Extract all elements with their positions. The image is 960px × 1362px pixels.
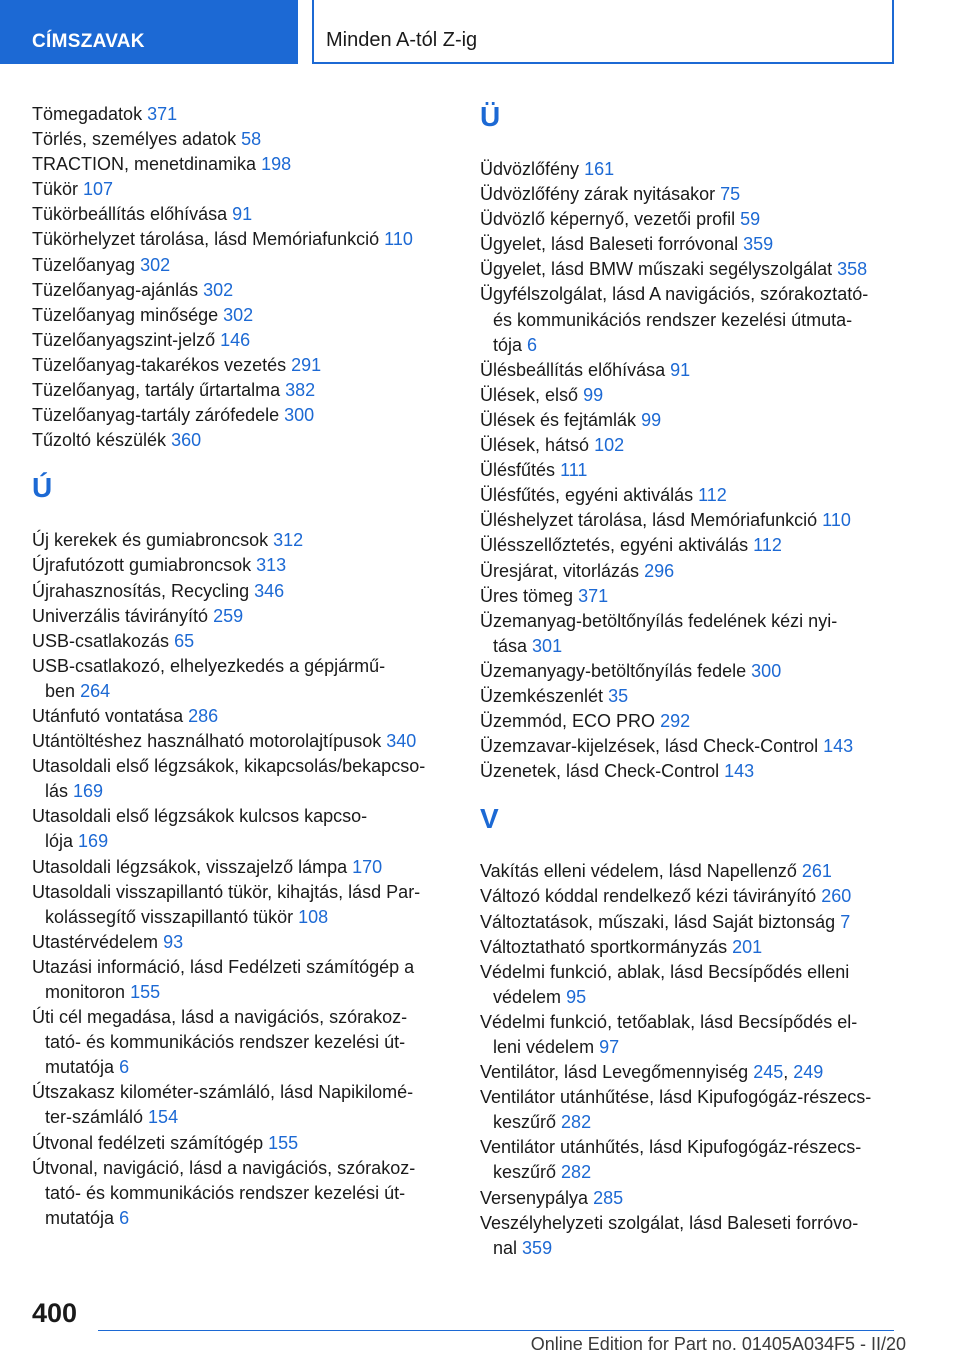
page-reference-link[interactable]: 286: [188, 705, 219, 726]
page-reference-link[interactable]: 65: [174, 630, 195, 651]
index-entry-text: Veszélyhelyzeti szolgálat, lásd Baleseti forróvo-: [480, 1212, 859, 1233]
index-entry: [480, 282, 900, 357]
index-entry-text: Tüzelőanyag-tartály zárófedele: [32, 405, 280, 426]
index-entry: Ventilátor, lásd Levegőmennyiség 245, 249: [480, 1062, 824, 1083]
index-entry-text: Változtatások, műszaki, lásd Saját biztonság: [480, 911, 836, 932]
page-number: 400: [32, 1298, 78, 1328]
page-reference-link[interactable]: 260: [821, 886, 852, 907]
index-entry: [32, 152, 442, 177]
index-entry-text: Versenypálya: [480, 1187, 589, 1208]
index-entry-text: Ülésszellőztetés, egyéni aktiválás: [480, 535, 749, 556]
index-entry: [32, 1156, 442, 1231]
index-entry-text: Tüzelőanyag: [32, 254, 136, 275]
edition-footer: [312, 1334, 906, 1355]
index-entry-text: Ülésfűtés: [480, 460, 556, 481]
page-title: Minden A-tól Z-ig: [326, 29, 478, 51]
page-reference-link[interactable]: 111: [560, 460, 588, 481]
page-reference-link[interactable]: 108: [298, 906, 329, 927]
index-entry: [480, 759, 900, 784]
page-reference-link[interactable]: 99: [641, 409, 662, 430]
page-reference-link[interactable]: 35: [608, 685, 629, 706]
index-entry-text: Üzenetek, lásd Check-Control: [480, 761, 720, 782]
index-entry-text: Tüzelőanyag minősége: [32, 304, 219, 325]
edition-text: Online Edition for Part no. 01405A034F5 - II/20: [530, 1334, 906, 1354]
index-entry-text: Ventilátor, lásd Levegőmennyiség: [480, 1062, 749, 1083]
index-entry: [480, 659, 900, 684]
index-entry-text: Üres tömeg: [480, 585, 574, 606]
page-reference-link[interactable]: 91: [232, 204, 253, 225]
page-reference-link[interactable]: 6: [527, 334, 538, 355]
index-entry: [480, 232, 900, 257]
index-entry: [32, 227, 442, 252]
page-reference-link[interactable]: 6: [119, 1207, 130, 1228]
page-reference-link[interactable]: 312: [273, 530, 304, 551]
index-entry-text: Változtatható sportkormányzás: [480, 936, 728, 957]
page-reference-link[interactable]: 340: [386, 731, 417, 752]
index-entry: [32, 403, 442, 428]
page-reference-link[interactable]: 146: [220, 329, 251, 350]
index-entry-text: USB-csatlakozás: [32, 630, 170, 651]
page-reference-link[interactable]: 249: [793, 1062, 824, 1083]
page-reference-link[interactable]: 296: [644, 560, 675, 581]
index-entry: [480, 1085, 900, 1135]
index-entry-text: Ügyfélszolgálat, lásd A navigációs, szórakoztató-: [480, 284, 869, 305]
index-entry: [32, 202, 442, 227]
page-reference-link[interactable]: 198: [261, 154, 292, 175]
index-entry: [32, 754, 442, 804]
page-reference-link[interactable]: 292: [660, 711, 691, 732]
index-entry: [32, 278, 442, 303]
index-entry: [32, 102, 442, 127]
index-entry-text: tató- és kommunikációs rendszer kezelési út-: [45, 1032, 406, 1053]
index-entry-text: USB-csatlakozó, elhelyezkedés a gépjármű-: [32, 655, 386, 676]
page-reference-link[interactable]: 112: [753, 535, 782, 556]
page-reference-link[interactable]: 371: [147, 104, 178, 124]
index-entry-text: Ülésbeállítás előhívása: [480, 359, 666, 380]
index-entry-text: leni védelem: [493, 1037, 595, 1057]
index-entry-text: Új kerekek és gumiabroncsok: [32, 530, 269, 551]
index-entry: [480, 358, 900, 383]
index-entry-text: Utánfutó vontatása: [32, 705, 184, 726]
index-entry: [480, 207, 900, 232]
index-letter-heading: Ú: [32, 472, 53, 504]
page-reference-link[interactable]: 358: [837, 259, 868, 280]
index-entry: [480, 960, 900, 1010]
index-entry: [480, 458, 900, 483]
page-reference-link[interactable]: 143: [823, 736, 854, 757]
index-entry-text: Tüzelőanyag-takarékos vezetés: [32, 354, 287, 375]
page-reference-link[interactable]: 300: [284, 405, 315, 426]
index-entry: [32, 629, 442, 654]
index-entry: [32, 804, 442, 854]
index-entry-text: Ülések, első: [480, 384, 579, 405]
section-tab-label: CÍMSZAVAK: [32, 31, 145, 52]
index-entry-text: Védelmi funkció, ablak, lásd Becsípődés elleni: [480, 961, 850, 982]
page-reference-link[interactable]: 261: [801, 861, 832, 882]
index-entry: [32, 303, 442, 328]
index-entry: [480, 157, 900, 182]
index-entry: [480, 257, 900, 282]
index-entry-text: tása: [493, 635, 528, 656]
index-entry-text: mutatója: [45, 1207, 115, 1228]
page-reference-link[interactable]: 169: [78, 831, 109, 852]
index-letter-heading: Ü: [480, 101, 501, 132]
page-reference-link[interactable]: 110: [822, 510, 851, 531]
index-entry-text: TRACTION, menetdinamika: [32, 154, 257, 175]
index-entry-text: Tüzelőanyag, tartály űrtartalma: [32, 380, 281, 401]
index-entry: [480, 884, 900, 909]
index-entry: [32, 253, 442, 278]
page-reference-link[interactable]: 291: [291, 354, 322, 375]
page-reference-link[interactable]: 371: [578, 585, 609, 606]
index-entry: [480, 483, 900, 508]
index-entry-text: Utántöltéshez használható motorolajtípusok: [32, 731, 382, 752]
page-reference-link[interactable]: 110: [384, 229, 413, 250]
index-entry: [32, 528, 442, 553]
index-entry-text: Utastérvédelem: [32, 931, 159, 952]
index-entry: [32, 353, 442, 378]
index-entry: [32, 378, 442, 403]
page-reference-link[interactable]: 300: [751, 660, 782, 681]
index-entry-text: keszűrő: [493, 1112, 557, 1133]
index-entry-text: Üdvözlőfény: [480, 159, 580, 179]
index-entry: [32, 127, 442, 152]
index-entry-text: Ülésfűtés, egyéni aktiválás: [480, 485, 694, 506]
index-entry-text: Utasoldali első légzsákok, kikapcsolás/bekapcso-: [32, 756, 426, 777]
index-entry-text: Üzemanyagy-betöltőnyílás fedele: [480, 660, 747, 681]
index-entry: [480, 1135, 900, 1185]
index-entry-text: Változó kóddal rendelkező kézi távirányító: [480, 886, 817, 907]
page-reference-link[interactable]: 301: [532, 635, 563, 656]
index-entry-text: Üdvözlőfény zárak nyitásakor: [480, 184, 716, 205]
index-entry-text: Útvonal, navigáció, lásd a navigációs, szórakoz-: [32, 1157, 416, 1178]
page-reference-link[interactable]: 102: [594, 435, 625, 456]
index-entry: [480, 935, 900, 960]
index-entry-text: keszűrő: [493, 1162, 557, 1183]
index-entry-text: Üzemanyag-betöltőnyílás fedelének kézi nyi-: [480, 610, 838, 631]
index-entry-text: mutatója: [45, 1057, 115, 1078]
index-entry: [32, 579, 442, 604]
index-entry-text: Üzemmód, ECO PRO: [480, 711, 656, 732]
index-letter-heading: V: [480, 803, 499, 835]
page-reference-link[interactable]: 143: [724, 761, 755, 782]
index-entry-text: Utasoldali első légzsákok kulcsos kapcso-: [32, 806, 368, 827]
index-entry-text: Üzemkészenlét: [480, 685, 604, 706]
index-entry-text: Univerzális távirányító: [32, 605, 209, 626]
page-reference-link[interactable]: 59: [740, 209, 761, 230]
page-reference-link[interactable]: 282: [561, 1112, 592, 1133]
page-reference-link[interactable]: 302: [203, 279, 234, 300]
index-entry-text: Tűzoltó készülék: [32, 430, 167, 451]
index-entry-text: Vakítás elleni védelem, lásd Napellenző: [480, 861, 797, 882]
index-entry: [32, 930, 442, 955]
index-entry-text: Útvonal fedélzeti számítógép: [32, 1132, 264, 1153]
index-entry-text: Utasoldali visszapillantó tükör, kihajtás, lásd Par-: [32, 881, 421, 902]
index-entry: [480, 859, 900, 884]
page-reference-link[interactable]: 302: [223, 304, 254, 325]
index-entry: [32, 880, 442, 930]
page-reference-link[interactable]: 360: [171, 430, 202, 451]
index-entry-text: Ügyelet, lásd BMW műszaki segélyszolgálat: [480, 259, 833, 280]
index-entry: [480, 709, 900, 734]
page-reference-link[interactable]: 58: [241, 129, 262, 150]
index-entry-text: Tükörhelyzet tárolása, lásd Memóriafunkció: [32, 229, 380, 250]
index-entry: [480, 684, 900, 709]
index-entry-text: monitoron: [45, 982, 126, 1002]
index-entry-text: Újrafutózott gumiabroncsok: [32, 555, 252, 576]
index-entry: [32, 428, 442, 453]
index-entry-text: Védelmi funkció, tetőablak, lásd Becsípődés el-: [480, 1011, 858, 1032]
index-entry-text: Törlés, személyes adatok: [32, 129, 237, 150]
index-entry: [480, 910, 900, 935]
index-entry: [32, 729, 442, 754]
page-reference-link[interactable]: 112: [698, 485, 727, 506]
page-reference-link[interactable]: 95: [566, 986, 587, 1007]
index-entry: [480, 508, 900, 533]
index-entry: [480, 584, 900, 609]
index-entry: [480, 609, 900, 659]
index-entry: [32, 704, 442, 729]
index-entry-text: Tüzelőanyag-ajánlás: [32, 279, 199, 300]
index-entry-text: Ügyelet, lásd Baleseti forróvonal: [480, 234, 739, 255]
index-entry: [480, 1186, 900, 1211]
footer-divider: [98, 1330, 894, 1331]
index-entry-text: Útszakasz kilométer-számláló, lásd Napikilomé-: [32, 1082, 414, 1103]
index-entry-text: nal: [493, 1237, 518, 1258]
index-entry: [32, 955, 442, 1005]
index-entry-text: tató- és kommunikációs rendszer kezelési út-: [45, 1182, 406, 1203]
page-reference-link[interactable]: 259: [213, 605, 244, 626]
index-entry: [32, 654, 442, 704]
page-reference-link[interactable]: 359: [522, 1237, 553, 1258]
index-entry-text: Tömegadatok: [32, 104, 143, 124]
page-reference-link[interactable]: 97: [599, 1037, 620, 1057]
page-reference-link[interactable]: 161: [584, 159, 615, 179]
index-entry-text: Üresjárat, vitorlázás: [480, 560, 640, 581]
index-entry-text: ter-számláló: [45, 1107, 144, 1128]
page-reference-link[interactable]: 107: [83, 179, 114, 200]
index-entry-text: Ventilátor utánhűtése, lásd Kipufogógáz-részecs-: [480, 1087, 872, 1108]
header-title-box: [312, 0, 894, 64]
index-entry-text: lás: [45, 781, 69, 802]
page-reference-link[interactable]: 6: [119, 1057, 130, 1078]
page-reference-link[interactable]: 285: [593, 1187, 624, 1208]
page-reference-link[interactable]: 170: [352, 856, 383, 877]
index-entry: [32, 604, 442, 629]
index-entry: [32, 553, 442, 578]
index-column-right: [480, 102, 900, 1261]
index-entry-text: Utazási információ, lásd Fedélzeti számítógép a: [32, 956, 415, 977]
index-entry-text: védelem: [493, 986, 562, 1007]
index-entry-text: Tükörbeállítás előhívása: [32, 204, 228, 225]
index-entry-text: és kommunikációs rendszer kezelési útmuta-: [493, 309, 853, 330]
index-entry-text: Újrahasznosítás, Recycling: [32, 580, 250, 601]
index-entry-text: Üdvözlő képernyő, vezetői profil: [480, 209, 736, 230]
page-reference-link[interactable]: 7: [840, 911, 851, 932]
index-entry-text: Ventilátor utánhűtés, lásd Kipufogógáz-részecs-: [480, 1137, 862, 1158]
page-reference-link[interactable]: 91: [670, 359, 691, 380]
index-entry: [480, 433, 900, 458]
index-entry-text: lója: [45, 831, 74, 852]
index-entry-text: Utasoldali légzsákok, visszajelző lámpa: [32, 856, 348, 877]
index-entry-text: Ülések és fejtámlák: [480, 409, 637, 430]
page-reference-link[interactable]: 155: [268, 1132, 299, 1153]
page-reference-link[interactable]: 313: [256, 555, 287, 576]
index-entry: [480, 408, 900, 433]
index-entry-text: Tüzelőanyagszint-jelző: [32, 329, 216, 350]
index-entry: [480, 533, 900, 558]
page-reference-link[interactable]: 302: [140, 254, 171, 275]
index-entry-text: Úti cél megadása, lásd a navigációs, szórakoz-: [32, 1007, 408, 1028]
page-reference-link[interactable]: 382: [285, 380, 316, 401]
index-entry: [480, 734, 900, 759]
page-reference-link[interactable]: 155: [130, 982, 161, 1002]
index-entry: [480, 1211, 900, 1261]
section-tab: [0, 0, 298, 64]
page-reference-link[interactable]: 93: [163, 931, 184, 952]
index-entry: [32, 855, 442, 880]
page-reference-link[interactable]: 99: [583, 384, 604, 405]
page-reference-link[interactable]: 264: [80, 680, 111, 701]
page-reference-link[interactable]: 201: [732, 936, 763, 957]
index-entry: [480, 182, 900, 207]
index-entry: [32, 328, 442, 353]
index-entry-text: Üléshelyzet tárolása, lásd Memóriafunkció: [480, 510, 818, 531]
index-entry: [32, 1080, 442, 1130]
page-reference-link[interactable]: 245: [753, 1062, 784, 1083]
index-entry-text: Ülések, hátsó: [480, 435, 590, 456]
index-entry: [32, 177, 442, 202]
index-column-left: [32, 102, 442, 1231]
index-entry: [480, 559, 900, 584]
page-reference-link[interactable]: 154: [148, 1107, 179, 1128]
index-entry-text: Üzemzavar-kijelzések, lásd Check-Control: [480, 736, 819, 757]
page-reference-link[interactable]: 169: [73, 781, 104, 802]
index-entry: [480, 1010, 900, 1060]
index-entry-text: kolássegítő visszapillantó tükör: [45, 906, 294, 927]
index-entry-text: ben: [45, 680, 76, 701]
page-reference-link[interactable]: 346: [254, 580, 285, 601]
index-entry-text: tója: [493, 334, 523, 355]
page-reference-link[interactable]: 75: [720, 184, 741, 205]
index-entry-text: Tükör: [32, 179, 79, 200]
index-entry: [480, 383, 900, 408]
page-reference-link[interactable]: 359: [743, 234, 774, 255]
index-entry: [32, 1131, 442, 1156]
index-entry: [32, 1005, 442, 1080]
page-reference-link[interactable]: 282: [561, 1162, 592, 1183]
